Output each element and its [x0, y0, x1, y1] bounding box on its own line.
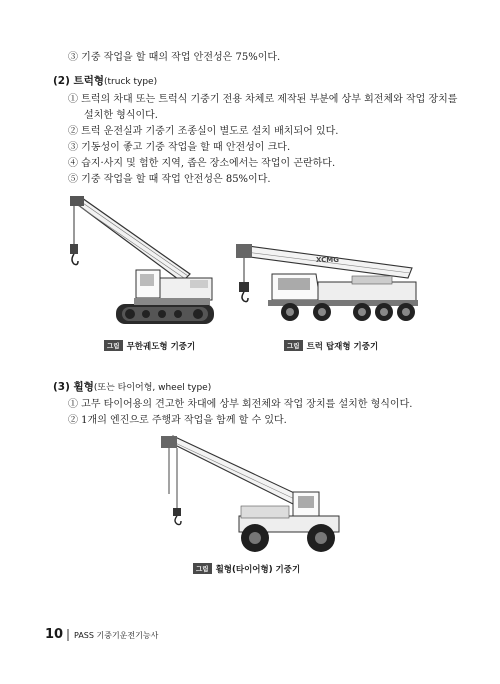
- heading-subtitle: (truck type): [104, 77, 158, 87]
- book-title: PASS 기중기운전기능사: [74, 631, 159, 640]
- figure-caption-wheel: [193, 563, 300, 575]
- crawler-crane-image: [62, 192, 222, 332]
- truck-brand-text: XCMG: [316, 256, 339, 264]
- list-item: ③ 기동성이 좋고 기중 작업을 할 때 안전성이 크다.: [68, 142, 291, 153]
- figure-tag: 그림: [104, 340, 123, 351]
- footer-divider: [67, 629, 69, 641]
- list-item: ② 1개의 엔진으로 주행과 작업을 함께 할 수 있다.: [68, 415, 287, 426]
- list-item-continuation: 설치한 형식이다.: [84, 110, 158, 121]
- heading-text: (3) 휠형: [53, 381, 94, 393]
- list-item: ① 트럭의 차대 또는 트럭식 기중기 전용 차체로 제작된 부분에 상부 회전체와 작업 장치를: [68, 94, 458, 105]
- figure-tag: 그림: [193, 563, 212, 574]
- heading-text: (2) 트럭형: [53, 75, 104, 87]
- section-heading-truck: [53, 73, 157, 88]
- wheel-crane-image: [155, 432, 345, 556]
- caption-text: 트럭 탑재형 기중기: [306, 342, 379, 352]
- list-item: ② 트럭 운전실과 기중기 조종실이 별도로 설치 배치되어 있다.: [68, 126, 339, 137]
- figure-tag: 그림: [284, 340, 303, 351]
- page-number: 10: [45, 627, 64, 642]
- caption-text: 휠형(타이어형) 기중기: [215, 565, 301, 575]
- list-item: ① 고무 타이어용의 견고한 차대에 상부 회전체와 작업 장치를 설치한 형식이다.: [68, 399, 413, 410]
- list-item: ⑤ 기중 작업을 할 때 작업 안전성은 85%이다.: [68, 174, 271, 185]
- list-item: ③ 기중 작업을 할 때의 작업 안전성은 75%이다.: [68, 52, 281, 63]
- caption-text: 무한궤도형 기중기: [126, 342, 196, 352]
- section-heading-wheel: [53, 379, 211, 394]
- list-item: ④ 습지·사지 및 험한 지역, 좁은 장소에서는 작업이 곤란하다.: [68, 158, 336, 169]
- figure-caption-crawler: [104, 340, 195, 352]
- figure-caption-truck: [284, 340, 378, 352]
- truck-crane-image: [232, 238, 422, 328]
- heading-subtitle: (또는 타이어형, wheel type): [93, 383, 212, 393]
